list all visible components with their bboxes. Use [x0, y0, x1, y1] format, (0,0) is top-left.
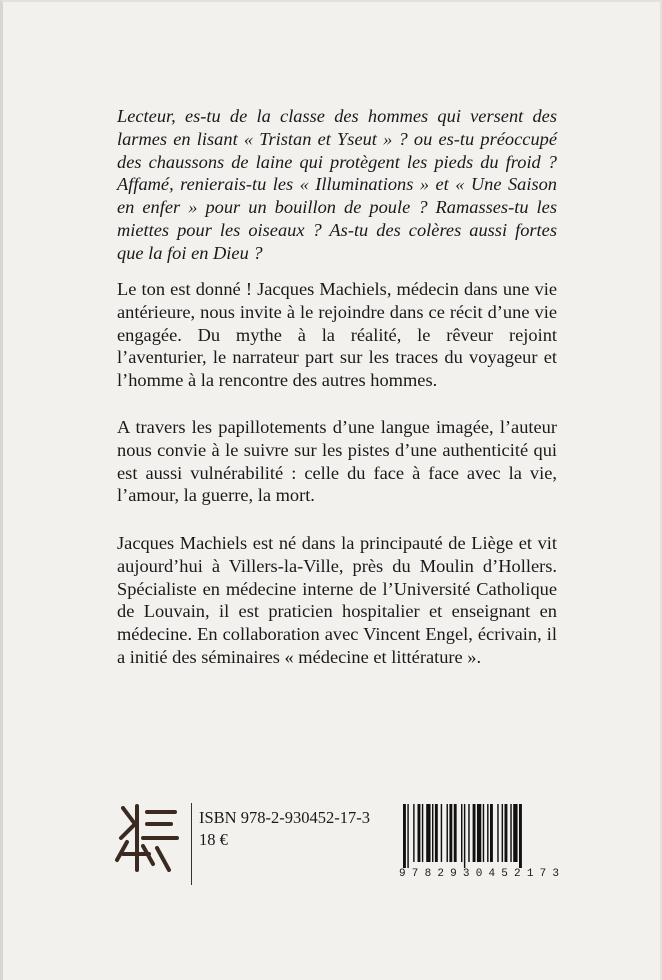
- barcode-bar: [483, 804, 484, 862]
- barcode-bar: [449, 804, 452, 862]
- barcode-bars: [399, 804, 559, 868]
- barcode-digits: [399, 868, 559, 880]
- barcode-bar: [477, 804, 481, 862]
- barcode-bar: [422, 804, 423, 862]
- theme-paragraph: A travers les papillotements d’une langue imagée, l’auteur nous convie à le suivre sur les pistes d’une authenticité qui est aussi vulnérabilité : celle du face à face avec la vie, l’amour, la guerre, la mort.: [117, 417, 557, 506]
- barcode-bar: [464, 804, 465, 868]
- barcode-digit: 0: [475, 868, 483, 880]
- barcode-bar: [435, 804, 438, 862]
- barcode-bar: [403, 804, 406, 868]
- barcode-digit: 3: [552, 868, 559, 880]
- barcode-bar: [505, 804, 508, 862]
- barcode-bar: [447, 804, 448, 862]
- barcode-bar: [454, 804, 457, 862]
- barcode-digit: 7: [411, 868, 419, 880]
- barcode-bar: [519, 804, 522, 868]
- barcode-bar: [426, 804, 430, 862]
- barcode-digit: 1: [526, 868, 534, 880]
- barcode-digit: 9: [399, 868, 406, 880]
- barcode-bar: [487, 804, 488, 862]
- barcode-digit: 8: [424, 868, 432, 880]
- barcode-icon: [399, 804, 559, 886]
- colophon: [113, 799, 573, 889]
- barcode-digit: 9: [450, 868, 457, 880]
- barcode-bar: [497, 804, 498, 862]
- barcode-bar: [473, 804, 476, 862]
- summary-paragraph: Le ton est donné ! Jacques Machiels, médecin dans une vie antérieure, nous invite à le rejoindre dans ce récit d’une vie engagée. Du mythe à la réalité, le rêveur rejoint l’aventurier, le narrateur part sur les traces du voyageur et l’homme à la rencontre des autres hommes.: [117, 279, 557, 391]
- barcode-digit: 7: [539, 868, 547, 880]
- isbn-block: [199, 807, 370, 851]
- author-bio-paragraph: Jacques Machiels est né dans la principauté de Liège et vit aujourd’hui à Villers-la-Ville, près du Moulin d’Hollers. Spécialiste en médecine interne de l’Université Catholique de Louvain, il est praticien hospitalier et enseignant en médecine. En collaboration avec Vincent Engel, écrivain, il a initié des séminaires « médecine et littérature ».: [117, 533, 557, 667]
- barcode-bar: [441, 804, 442, 862]
- intro-paragraph: Lecteur, es-tu de la classe des hommes qui versent des larmes en lisant « Tristan et Yseut » ? ou es-tu préoccupé des chaussons de laine qui protègent les pieds du froid ? Affamé, renierais-tu les « Illuminations » et « Une Saison en enfer » pour un bouillon de poule ? Ramasses-tu les miettes pour les oiseaux ? As-tu des colères aussi fortes que la foi en Dieu ?: [117, 106, 557, 263]
- barcode-digit: 2: [437, 868, 444, 880]
- barcode-bar: [513, 804, 517, 862]
- barcode-bar: [468, 804, 469, 862]
- barcode-bar: [407, 804, 408, 868]
- barcode-bar: [461, 804, 462, 862]
- barcode-bar: [418, 804, 421, 862]
- isbn-number: ISBN 978-2-930452-17-3: [199, 808, 370, 827]
- barcode-bar: [490, 804, 493, 862]
- colophon-divider: [191, 803, 192, 885]
- barcode-digit: 2: [514, 868, 521, 880]
- publisher-logo-icon: [113, 802, 181, 874]
- barcode-digit: 3: [462, 868, 470, 880]
- barcode-bar: [432, 804, 433, 862]
- barcode-bar: [502, 804, 503, 862]
- barcode-digit: 4: [488, 868, 496, 880]
- barcode-digit: 5: [501, 868, 508, 880]
- barcode-bar: [510, 804, 511, 862]
- barcode-bar: [413, 804, 414, 862]
- price: 18 €: [199, 830, 228, 849]
